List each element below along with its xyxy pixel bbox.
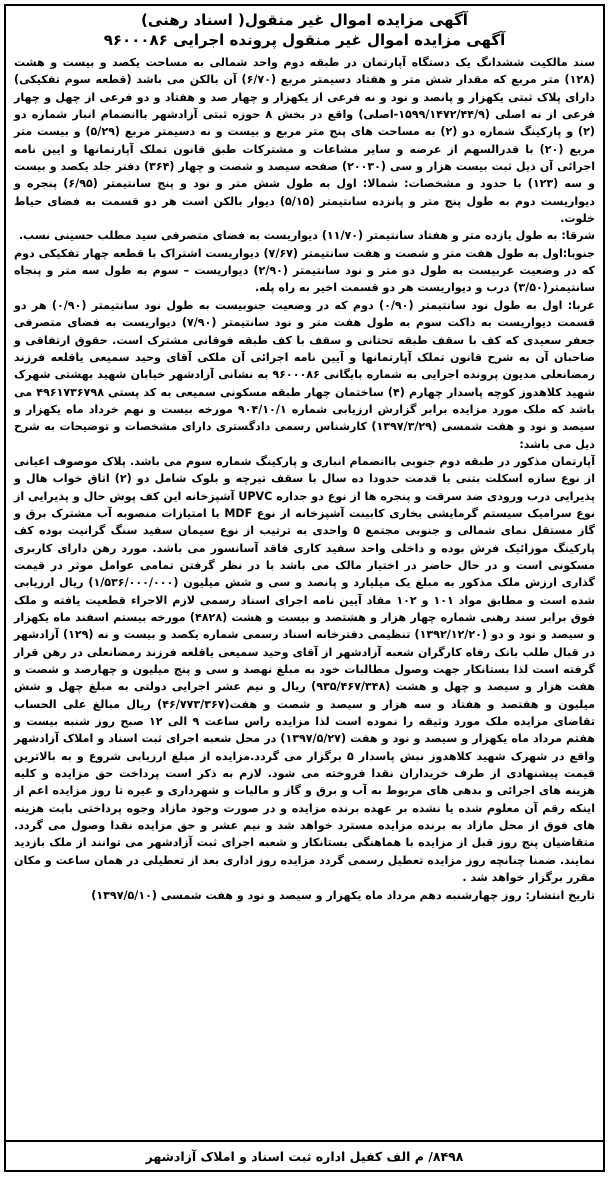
notice-body [6,50,603,904]
notice-footer: ۸۴۹۸/ م الف کفیل اداره ثبت اسناد و املاک آزادشهر [145,1149,464,1164]
footer-divider [6,1140,603,1142]
paragraph-property-description: سند مالکیت ششدانگ یک دستگاه آپارتمان در طبقه دوم واحد شمالی به مساحت یکصد و بیست و هشت (۱۲۸) متر مربع که مقدار شش متر و هفتاد دسیمتر مربع (۶/۷۰) آن بالکن می باشد (قطعه سوم تفکیکی) دارای پلاک ثبتی یکهزار و پانصد و نود و نه فرعی از یکهزار و چهار صد و هفتاد و دو فرعی از چهل و چهار فرعی از نه اصلی (۱۵۹۹/۱۴۷۲/۴۴/۹-اصلی) واقع در بخش ۸ حوزه ثبتی آزادشهر باانضمام انبار شماره دو (۲) و پارکینگ شماره دو (۲) به مساحت های پنج متر مربع و بیست و نه دسیمتر مربع (۵/۲۹) و بیست متر مربع (۲۰) با قدرالسهم از عرصه و سایر مشاعات و مشترکات طبق قانون تملک آپارتمانها و ایین نامه اجرائی آن ذیل ثبت بیست هزار و سی (۲۰۰۳۰) صفحه سیصد و شصت و چهار (۳۶۴) دفتر جلد یکصد و بیست و سه (۱۲۳) با حدود و مشخصات: شمالا: اول به طول شش متر و نود و پنج سانتیمتر (۶/۹۵) پنجره و دیواریست دوم به طول پنج متر و پانزده سانتیمتر (۵/۱۵) دیوار بالکن است هر دو قسمت به فضای حیاط خلوت. [14,56,596,226]
notice-title-secondary: آگهی مزایده اموال غیر منقول پرونده اجرایی ۹۶۰۰۰۸۶ [103,31,506,49]
notice-header [6,6,603,50]
notice-title-primary: آگهی مزایده اموال غیر منقول( اسناد رهنی) [141,11,468,29]
paragraph-east-boundary: شرقا: به طول یازده متر و هفتاد سانتیمتر (۱۱/۷۰) دیواریست به فضای متصرفی سید مطلب حسینی نسب. [18,229,595,243]
paragraph-publication-date: تاریخ انتشار: روز چهارشنبه دهم مرداد ماه یکهزار و سیصد و نود و هفت شمسی (۱۳۹۷/۵/۱۰) [91,888,595,902]
paragraph-appraisal-details: آپارتمان مذکور در طبقه دوم جنوبی باانضمام انباری و پارکینگ شماره سوم می باشد. پلاک موصوف اعیانی از نوع سازه اسکلت بتنی با قدمت حدودا ده سال با سقف تیرچه و بلوک شامل دو (۲) اتاق خواب هال و پذیرایی درب ورودی ضد سرقت و پنجره ها از نوع دو جداره UPVC آشپزخانه این کف پوش حال و پذیرایی از نوع سرامیک سیستم گرمایشی بخاری کابینت آشپزخانه از نوع MDF با امتیازات منصوبه آب مشترک برق و گاز مستقل نمای شمالی و جنوبی مجتمع ۵ واحدی به ترتیب از نوع سیمان سفید سنگ گرانیت بوده کف پارکینگ موزائیک فرش بوده و داخلی واحد سفید کاری فاقد آسانسور می باشد. مورد رهن دارای کاربری مسکونی است و در حال حاضر در اختیار مالک می باشد با در نظر گرفتن تمامی عوامل موثر در قیمت گذاری ارزش ملک مذکور به مبلغ یک میلیارد و پانصد و سی و شش میلیون (۱/۵۳۶/۰۰۰/۰۰۰) ریال ارزیابی شده است و مطابق مواد ۱۰۱ و ۱۰۲ مفاد آیین نامه اجرای اسناد رسمی لازم الاجراء قطعیت یافته و ملک فوق برابر سند رهنی شماره چهار هزار و هشتصد و بیست و هشت (۴۸۲۸) مورخه بیستم اسفند ماه یکهزار و سیصد و نود و دو (۱۳۹۲/۱۲/۲۰) تنظیمی دفترخانه اسناد رسمی شماره یکصد و بیست و نه (۱۲۹) آزادشهر در قبال طلب بانک رفاه کارگران شعبه آزادشهر از آقای وحید سمیعی یاقلعه فرزند رمضانعلی در رهن قرار گرفته است لذا بستانکار جهت وصول مطالبات خود به مبلغ نهصد و سی و پنج میلیون و چهارصد و شصت و هفت هزار و سیصد و چهل و هشت (۹۳۵/۴۶۷/۳۴۸) ریال و نیم عشر اجرایی دولتی به مبلغ چهل و شش میلیون و هفتصد و هفتاد و سه هزار و سیصد و شصت و هفت(۴۶/۷۷۳/۳۶۷) ریال مبالغ علی الحساب تقاضای مزایده ملک مورد وثیقه را نموده است لذا مزایده راس ساعت ۹ الی ۱۲ صبح روز شنبه بیست و هفتم مرداد ماه یکهزار و سیصد و نود و هفت (۱۳۹۷/۵/۲۷) در محل شعبه اجرای ثبت اسناد و املاک آزادشهر واقع در شهرک شهید کلاهدوز نبش پاسدار ۵ برگزار می گردد.مزایده از مبلغ ارزیابی شروع و به بالاترین قیمت پیشنهادی از طرف خریداران نقدا فروخته می شود. لازم به ذکر است پرداخت حق مزایده و کلیه هزینه های اجرائی و بدهی های مربوط به آب و برق و گاز و مالیات و شهرداری و غیره تا روز مزایده اعم از اینکه رقم آن معلوم شده یا نشده بر عهده برنده مزایده و در صورت وجود مازاد وجوه پرداختی بابت هزینه های فوق از محل مازاد به برنده مزایده مسترد خواهد شد و نیم عشر و حق مزایده نقدا وصول می گردد. متقاضیان پنج روز قبل از مزایده با هماهنگی بستانکار و شعبه اجرای ثبت آزادشهر می توانند از ملک بازدید نمایند. ضمنا چنانچه روز مزایده تعطیل رسمی گردد مزایده روز اداری بعد از تعطیلی در همان ساعت و مکان مقرر برگزار خواهد شد . [14,454,596,885]
paragraph-west-boundary: غربا: اول به طول نود سانتیمتر (۰/۹۰) دوم که در وضعیت جنوبیست به طول نود سانتیمتر (۰/۹۰) هر دو قسمت دیواریست به داکت سوم به طول هفت متر و نود سانتیمتر (۷/۹۰) دیواریست به فضای متصرفی جعفر سعیدی که کف با سقف طبقه تحتانی و سقف با کف طبقه فوقانی مشترک است. حقوق ارتفاقی و صاحبان آن به شرح قانون تملک آپارتمانها و آیین نامه اجرائی آن ملکی آقای وحید سمیعی یاقلعه فرزند رمضانعلی مدیون پرونده اجرایی به شماره بایگانی ۹۶۰۰۰۸۶ به نشانی آزادشهر خیابان شهید بهشتی شهرک شهید کلاهدوز کوچه پاسدار چهارم (۴) ساختمان چهار طبقه مسکونی سمیعی به کد پستی ۴۹۶۱۷۳۶۷۹۸ می باشد که ملک مورد مزایده برابر گزارش ارزیابی شماره ۹۰۴/۱۰/۱ مورخه بیست و نهم خرداد ماه یکهزار و سیصد و نود و هفت شمسی (۱۳۹۷/۳/۲۹) کارشناس رسمی دادگستری دارای مشخصات و توضیحات به شرح ذیل می باشد: [14,298,596,451]
auction-notice [4,4,605,1172]
paragraph-south-boundary: جنوبا:اول به طول هفت متر و شصت و هفت سانتیمتر (۷/۶۷) دیواریست اشتراک با قطعه چهار تفکیکی دوم که در وضعیت غربیست به طول دو متر و نود سانتیمتر (۲/۹۰) دیواریست – سوم به طول سه متر و پنجاه سانتیمتر(۳/۵۰) درب و دیواریست هر دو قسمت اخیر به راه پله. [14,246,595,295]
